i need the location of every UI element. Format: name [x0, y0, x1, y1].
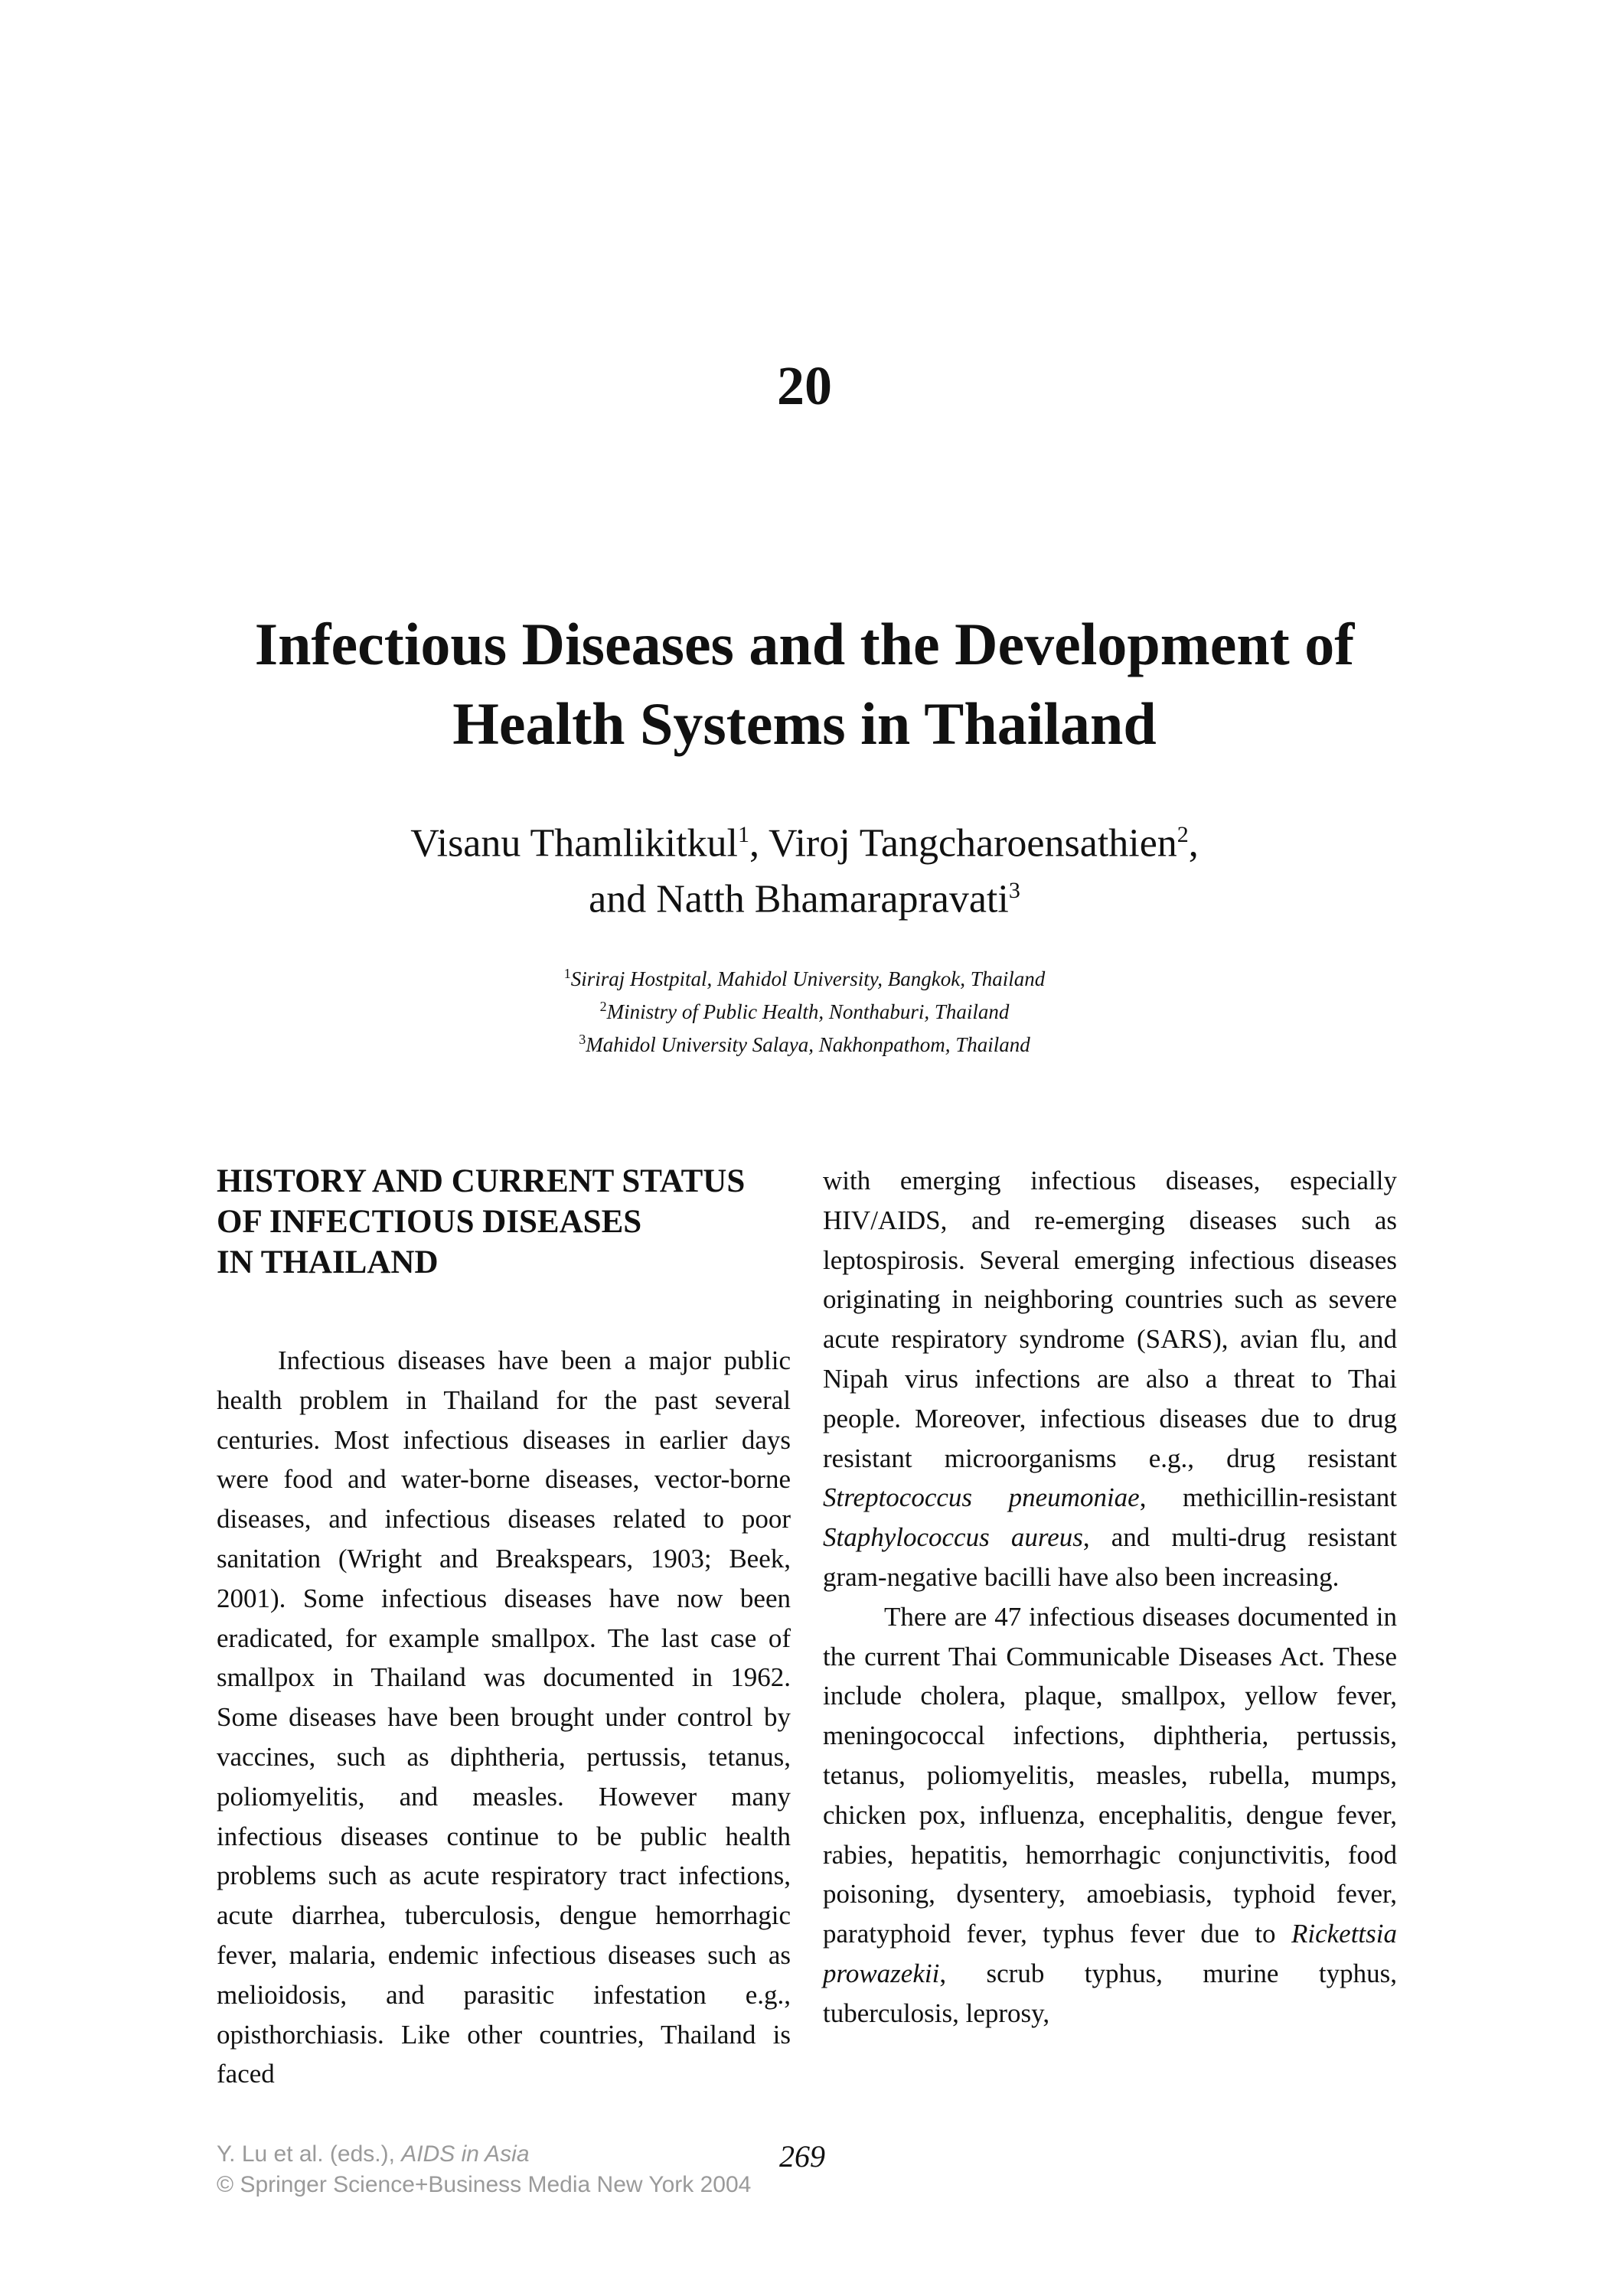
- page-number: 269: [779, 2139, 825, 2174]
- author-name: Viroj Tangcharoensathien: [769, 821, 1177, 866]
- footer-book-title: AIDS in Asia: [401, 2141, 530, 2167]
- author-name: Visanu Thamlikitkul: [410, 821, 738, 866]
- footer-citation: [217, 2139, 751, 2200]
- right-column: [823, 1161, 1397, 2033]
- affiliation-mark: 1: [737, 822, 749, 847]
- chapter-number: 20: [777, 355, 832, 416]
- affiliation-list: [153, 960, 1456, 1058]
- body-text: , scrub typhus, murine typhus, tuberculosis, leprosy,: [823, 1958, 1397, 2028]
- section-heading-line-3: IN THAILAND: [217, 1244, 439, 1280]
- affiliation-mark: 2: [599, 999, 607, 1014]
- affiliation-line: [153, 1026, 1456, 1058]
- footer-editors-line: [217, 2139, 751, 2170]
- affiliation-text: Ministry of Public Health, Nonthaburi, Thailand: [606, 1000, 1010, 1023]
- affiliation-line: [153, 993, 1456, 1026]
- chapter-title: [153, 605, 1456, 764]
- left-column: [217, 1161, 791, 2094]
- affiliation-text: Siriraj Hostpital, Mahidol University, Bangkok, Thailand: [570, 967, 1046, 990]
- footer-editors: Y. Lu et al. (eds.),: [217, 2141, 402, 2167]
- body-text: , methicillin-resistant: [1139, 1482, 1397, 1513]
- affiliation-mark: 3: [579, 1032, 586, 1047]
- body-paragraph: [823, 1161, 1397, 1597]
- body-paragraph: Infectious diseases have been a major public health problem in Thailand for the past several centuries. Most infectious diseases in earlier days were food and water-borne diseases, vector-borne diseases, and infectious diseases related to poor sanitation (Wright and Breakspears, 1903; Beek, 2001). Some infectious diseases have now been eradicated, for example smallpox. The last case of smallpox in Thailand was documented in 1962. Some diseases have been brought under control by vaccines, such as diphtheria, pertussis, tetanus, poliomyelitis, and measles. However many infectious diseases continue to be public health problems such as acute respiratory tract infections, acute diarrhea, tuberculosis, dengue hemorrhagic fever, malaria, endemic infectious diseases such as melioidosis, and parasitic infestation e.g., opisthorchiasis. Like other countries, Thailand is faced: [217, 1345, 791, 2089]
- affiliation-mark: 1: [563, 966, 571, 981]
- section-heading-line-2: OF INFECTIOUS DISEASES: [217, 1204, 642, 1240]
- author-separator: ,: [749, 821, 769, 866]
- species-name: Streptococcus pneumoniae: [823, 1482, 1140, 1513]
- author-separator: ,: [1188, 821, 1199, 866]
- section-heading-line-1: HISTORY AND CURRENT STATUS: [217, 1163, 746, 1199]
- affiliation-line: [153, 960, 1456, 993]
- section-heading: [217, 1161, 791, 1283]
- species-name: Rickettsia prowazekii: [823, 1919, 1397, 1988]
- body-paragraph: [823, 1597, 1397, 2033]
- body-text: , and multi-drug resistant gram-negative bacilli have also been increasing.: [823, 1522, 1397, 1592]
- species-name: Staphylococcus aureus: [823, 1522, 1083, 1553]
- author-name: and Natth Bhamarapravati: [589, 877, 1009, 921]
- chapter-title-line-1: Infectious Diseases and the Development of: [254, 611, 1355, 677]
- footer-copyright: © Springer Science+Business Media New York 2004: [217, 2172, 752, 2197]
- body-text: with emerging infectious diseases, especially HIV/AIDS, and re-emerging diseases such as leptospirosis. Several emerging infectious diseases originating in neighboring countries such as severe acute respiratory syndrome (SARS), avian flu, and Nipah virus infections are also a threat to Thai people. Moreover, infectious diseases due to drug resistant microorganisms e.g., drug resistant: [823, 1166, 1397, 1473]
- affiliation-text: Mahidol University Salaya, Nakhonpathom, Thailand: [586, 1033, 1030, 1056]
- author-list: [153, 811, 1456, 924]
- affiliation-mark: 3: [1008, 878, 1020, 904]
- affiliation-mark: 2: [1177, 822, 1189, 847]
- chapter-title-line-2: Health Systems in Thailand: [452, 690, 1157, 757]
- body-text: There are 47 infectious diseases documented in the current Thai Communicable Diseases Act. These include cholera, plaque, smallpox, yellow fever, meningococcal infections, diphtheria, pertussis, tetanus, poliomyelitis, measles, rubella, mumps, chicken pox, influenza, encephalitis, dengue fever, rabies, hepatitis, hemorrhagic conjunctivitis, food poisoning, dysentery, amoebiasis, typhoid fever, paratyphoid fever, typhus fever due to: [823, 1601, 1397, 1949]
